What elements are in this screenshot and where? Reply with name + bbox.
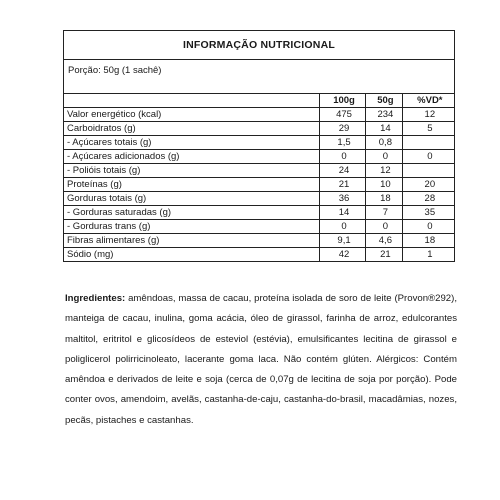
table-row <box>64 108 454 122</box>
table-header-row <box>64 94 454 108</box>
value-50g: 21 <box>366 248 403 262</box>
value-100g: 29 <box>320 122 366 136</box>
value-50g: 0 <box>366 220 403 234</box>
nutrient-name: - Gorduras trans (g) <box>64 220 320 234</box>
value-vd: 18 <box>402 234 454 248</box>
value-vd: 5 <box>402 122 454 136</box>
nutrient-name: - Gorduras saturadas (g) <box>64 206 320 220</box>
value-50g: 18 <box>366 192 403 206</box>
nutrition-rows <box>64 108 454 262</box>
table-row <box>64 206 454 220</box>
table-row <box>64 192 454 206</box>
value-vd: 28 <box>402 192 454 206</box>
ingredients-heading: Ingredientes: <box>65 293 126 304</box>
value-50g: 4,6 <box>366 234 403 248</box>
nutrient-name: Fibras alimentares (g) <box>64 234 320 248</box>
header-50g: 50g <box>366 94 403 108</box>
value-100g: 21 <box>320 178 366 192</box>
value-vd: 12 <box>402 108 454 122</box>
portion-size: Porção: 50g (1 sachê) <box>64 60 454 94</box>
value-100g: 1,5 <box>320 136 366 150</box>
value-50g: 14 <box>366 122 403 136</box>
value-50g: 7 <box>366 206 403 220</box>
value-vd: 0 <box>402 220 454 234</box>
table-row <box>64 220 454 234</box>
value-100g: 9,1 <box>320 234 366 248</box>
table-row <box>64 178 454 192</box>
value-vd: 35 <box>402 206 454 220</box>
value-50g: 12 <box>366 164 403 178</box>
nutrient-name: - Açúcares adicionados (g) <box>64 150 320 164</box>
nutrition-table <box>64 94 454 261</box>
value-50g: 0,8 <box>366 136 403 150</box>
nutrient-name: Sódio (mg) <box>64 248 320 262</box>
value-vd: 1 <box>402 248 454 262</box>
nutrient-name: Valor energético (kcal) <box>64 108 320 122</box>
value-vd <box>402 164 454 178</box>
table-row <box>64 150 454 164</box>
header-nutrient <box>64 94 320 108</box>
header-vd: %VD* <box>417 94 443 106</box>
value-100g: 24 <box>320 164 366 178</box>
nutrient-name: - Polióis totais (g) <box>64 164 320 178</box>
value-100g: 42 <box>320 248 366 262</box>
value-50g: 234 <box>366 108 403 122</box>
value-100g: 36 <box>320 192 366 206</box>
nutrition-facts-label <box>63 30 455 262</box>
value-100g: 475 <box>320 108 366 122</box>
value-100g: 0 <box>320 220 366 234</box>
value-50g: 0 <box>366 150 403 164</box>
nutrient-name: Gorduras totais (g) <box>64 192 320 206</box>
nutrient-name: - Açúcares totais (g) <box>64 136 320 150</box>
value-vd: 20 <box>402 178 454 192</box>
label-title: INFORMAÇÃO NUTRICIONAL <box>64 31 454 60</box>
table-row <box>64 164 454 178</box>
table-row <box>64 234 454 248</box>
value-vd: 0 <box>402 150 454 164</box>
table-row <box>64 122 454 136</box>
value-50g: 10 <box>366 178 403 192</box>
table-row <box>64 248 454 262</box>
value-vd <box>402 136 454 150</box>
table-row <box>64 136 454 150</box>
ingredients-text: amêndoas, massa de cacau, proteína isolada de soro de leite (Provon®292), manteiga de cacau, inulina, goma acácia, óleo de girassol, farinha de arroz, edulcorantes maltitol, eritritol e glicosídeos de esteviol (estévia), emulsificantes lecitina de girassol e poliglicerol polirricinoleato, lacerante goma laca. Não contém glúten. Alérgicos: Contém amêndoa e derivados de leite e soja (cerca de 0,07g de lecitina de soja por porção). Pode conter ovos, amendoim, avelãs, castanha-de-caju, castanha-do-brasil, macadâmias, nozes, pecãs, pistaches e castanhas. <box>65 293 457 426</box>
nutrient-name: Proteínas (g) <box>64 178 320 192</box>
nutrient-name: Carboidratos (g) <box>64 122 320 136</box>
value-100g: 0 <box>320 150 366 164</box>
header-100g: 100g <box>320 94 366 108</box>
value-100g: 14 <box>320 206 366 220</box>
ingredients-paragraph <box>65 289 457 431</box>
